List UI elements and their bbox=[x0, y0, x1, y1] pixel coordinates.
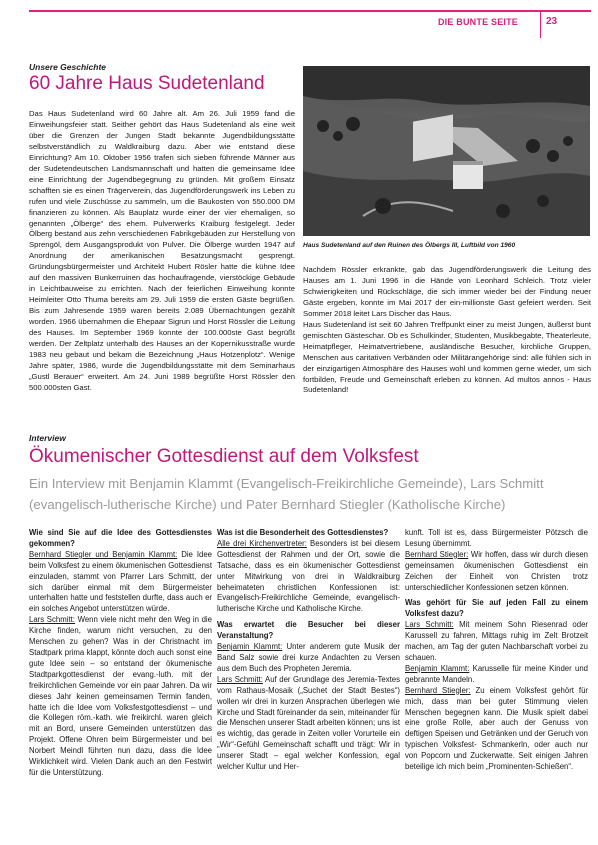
interview-question: Was ist die Besonderheit des Gottesdienstes? bbox=[217, 528, 389, 537]
interview-answer: Die Idee beim Volksfest zu einem ökumenischen Gottesdienst einzuladen, stammt von Pfarrer Lars Schmitt, der sich darüber einmal mit dem Bürgermeister unterhalten hatte und feststellen durfte, dass auch er ein solches Angebot unterstützen würde. bbox=[29, 549, 212, 614]
interview-answer: Zu einem Volksfest gehört für mich, dass man bei guter Stimmung vielen Menschen begegnen kann. Die Musik spielt dabei eine große Rolle, aber auch der Genuss von deftigen Speisen und Getränken und der Geruch von typischen Volksfest- Schmankerln, oder auch nur von Popcorn und Zuckerwatte. Seit einigen Jahren beteilige ich mich beim „Prominenten-Schießen“. bbox=[405, 685, 588, 772]
speaker-name: Bernhard Stiegler und Benjamin Klammt: bbox=[29, 549, 178, 559]
interview-answer: Wir hoffen, dass wir durch diesen gemeinsamen ökumenischen Gottesdienst ein Zeichen der Einheit von Christen trotz unterschiedlicher Konfessionen setzen können. bbox=[405, 549, 589, 592]
interview-answer: Auf der Grundlage des Jeremia-Textes vom Rathaus-Mosaik („Suchet der Stadt Bestes“) wollen wir drei in kurzen Ansprachen überlegen wie Kirche und Stadt füreinander da sein, miteinander für die Menschen unserer Stadt arbeiten können; uns ist es wichtig, das gerade in Zeiten voller Vorurteile ein „Wir“-Gefühl Gemeinschaft schafft und trägt: Wir in unserer Stadt – egal welcher Konfession, egal welcher Kultur und Her- bbox=[217, 674, 400, 772]
interview-column-1 bbox=[29, 528, 212, 779]
interview-answer: Karusselle für meine Kinder und gebrannte Mandeln. bbox=[405, 663, 588, 684]
article1-kicker: Unsere Geschichte bbox=[29, 62, 107, 72]
aerial-photo bbox=[303, 66, 590, 236]
speaker-name: Lars Schmitt: bbox=[29, 615, 75, 625]
header-accent-bar bbox=[29, 10, 591, 12]
speaker-name: Bernhard Stiegler: bbox=[405, 685, 471, 695]
article1-paragraph: Haus Sudetenland ist seit 60 Jahren Treffpunkt einer zu meist Jungen, äußerst bunt gemischten Gästeschar. Ob es Schulkinder, Studenten, Musikbegabte, Theaterleute, Heimatpfleger, Heimatvertriebene, ausländische Besucher, kirchliche Gruppen, Menschen aus caritativen Verbänden oder Militärangehörige sind: alle fühlen sich in der einzigartigen Atmosphäre des Hauses wohl und kommen gerne wieder, um sich fortbilden, Freude und Gemeinschaft erleben zu können. Ad multos annos - Haus Sudetenland! bbox=[303, 319, 591, 395]
interview-question: Wie sind Sie auf die Idee des Gottesdienstes gekommen? bbox=[29, 528, 212, 548]
page-number: 23 bbox=[546, 16, 558, 27]
article1-title: 60 Jahre Haus Sudetenland bbox=[29, 73, 265, 94]
speaker-name: Benjamin Klammt: bbox=[405, 663, 470, 673]
article2-kicker: Interview bbox=[29, 433, 66, 443]
speaker-name: Bernhard Stiegler: bbox=[405, 549, 469, 559]
header-divider bbox=[540, 12, 541, 38]
speaker-name: Lars Schmitt: bbox=[217, 674, 263, 684]
article1-body-left bbox=[29, 109, 295, 394]
section-title: DIE BUNTE SEITE bbox=[437, 17, 518, 27]
article1-paragraph: Das Haus Sudetenland wird 60 Jahre alt. Am 26. Juli 1959 fand die Einweihungsfeier statt. Seither gehört das Haus Sudetenland als eine weit über die Grenzen der Jungen Stadt bekannte Jugendbildungsstätte selbstverständlich zu Waldkraiburg dazu. Aber wie entstand diese Einrichtung? Am 10. Oktober 1956 trafen sich sieben führende Männer aus der Sudetendeutschen Landsmannschaft und hatten die gemeinsame Idee eine Einrichtung der Jugendbegegnung zu gründen. Mit großem Einsatz schafften sie es einen Trägerverein, das Jugendförderungswerk ins Leben zu rufen und viele Zuschüsse zu sammeln, um die Baukosten von 550.000 DM finanzieren zu können. Als Bauplatz wurde einer der vier ehemaligen, so genannten „Ölberge“ des ehem. Pulverwerks Kraiburg festgelegt. Jeder Ölberg bestand aus zehn verschiedenen Fabrikgebäuden zur Herstellung von Sprengöl, dem Ausgangsprodukt von Pulver. Die Ölberge wurden 1947 auf Anordnung der amerikanischen Besatzungsmacht gesprengt. Gründungsbürgermeister und Architekt Hubert Rösler hatte die kühne Idee auf den massiven Bunkerruinen das hochaufragende, vierstöckige Gebäude in Leichtbauweise zu errichten. Nach der feierlichen Einweihung konnte Heimleiter Otto Thuma bereits am 29. Juli 1959 die ersten Gäste begrüßen. Bis zum Jahresende 1959 waren bereits 2.089 Übernachtungen gezählt worden. 1966 übernahmen die Ehepaar Sigrun und Horst Rössler die Leitung des Hauses. Im September 1969 konnte der 100.000ste Gast begrüßt werden. Der Zeltplatz unterhalb des Hauses an der Kopernikusstraße wurde 1983 neu gebaut und bekam die Bezeichnung „Haus Hotzenplotz“. Wenige Jahre später, 1986, wurde die Jugendbildungsstätte mit dem Seminarhaus „Gustl Berauer“ erweitert. Am 24. Juni 1989 begrüßte Horst Rössler den 500.000sten Gast. bbox=[29, 109, 295, 392]
article1-paragraph: Nachdem Rössler erkrankte, gab das Jugendförderungswerk die Leitung des Hauses am 1. Juni 1996 in die Hände von Leonhard Schleich. Trotz vieler Schwierigkeiten und Rückschläge, die sich immer wieder bei der Findung neuer Gäste ergeben, konnte im Mai 2017 der ein-millionste Gast gefeiert werden. Seit Sommer 2018 leitet Lars Discher das Haus. bbox=[303, 265, 591, 318]
interview-column-2 bbox=[217, 528, 400, 773]
article2-subtitle: Ein Interview mit Benjamin Klammt (Evangelisch-Freikirchliche Gemeinde), Lars Schmitt bbox=[29, 476, 544, 491]
interview-column-3 bbox=[405, 528, 588, 773]
interview-answer: Wenn viele nicht mehr den Weg in die Kirche finden, warum nicht versuchen, zu den Menschen zu gehen? Was in der Christnacht im Stadtpark prima klappt, könnte doch auch sonst eine gute Idee sein – so entstand der ökumenische Stadtparkgottesdienst der evang.-luth. mit der freikirchlichen Gemeinde vor ein paar Jahren. Da wir dieses Jahr keinen gemeinsamen Termin fanden, hatte ich die Idee vom Volksfestgottesdienst – und die Kollegen röm.-kath. wie freikirchl. waren gleich mit an Bord, unsere Gemeinden unterstützen das Projekt. Offene Ohren beim Bürgermeister und bei Norbert Meindl führten nun dazu, dass die Idee Wirklichkeit wird. Vielen Dank auch an den Festwirt für die Unterstützung. bbox=[29, 615, 213, 777]
interview-answer: Besonders ist bei diesem Gottesdienst der Rahmen und der Ort, sowie die Tatsache, dass es ein ökumenischer Gottesdienst unter Mitwirkung von drei in Waldkraiburg beheimateten christlichen Konfessionen ist: Evangelisch-Freikirchliche Gemeinde, evangelisch-lutherische Kirche und Katholische Kirche. bbox=[217, 538, 400, 614]
speaker-name: Lars Schmitt: bbox=[405, 620, 454, 630]
article1-body-right bbox=[303, 265, 591, 396]
speaker-name: Benjamin Klammt: bbox=[217, 642, 283, 652]
article2-title: Ökumenischer Gottesdienst auf dem Volksfest bbox=[29, 446, 419, 467]
speaker-name: Alle drei Kirchenvertreter: bbox=[217, 538, 307, 548]
interview-question: Was gehört für Sie auf jeden Fall zu einem Volksfest dazu? bbox=[405, 598, 588, 619]
interview-answer: kunft. Toll ist es, dass Bürgermeister Pötzsch die Lesung übernimmt. bbox=[405, 528, 588, 548]
interview-answer: Unter anderem gute Musik der Band Salz sowie drei kurze Andachten zu Versen aus dem Buch des Propheten Jeremia. bbox=[217, 642, 400, 673]
article2-subtitle: (evangelisch-lutherische Kirche) und Pater Bernhard Stiegler (Katholische Kirche) bbox=[29, 497, 506, 512]
photo-caption: Haus Sudetenland auf den Ruinen des Ölbergs III, Luftbild von 1960 bbox=[303, 242, 516, 249]
interview-answer: Mit meinem Sohn Riesenrad oder Karussell zu fahren, Mittags ruhig im Zelt Brotzeit machen, am Tag der guten Nachbarschaft vorbei zu schauen. bbox=[405, 620, 589, 662]
aerial-photo-illustration bbox=[303, 66, 590, 236]
interview-question: Was erwartet die Besucher bei dieser Veranstaltung? bbox=[217, 620, 400, 641]
